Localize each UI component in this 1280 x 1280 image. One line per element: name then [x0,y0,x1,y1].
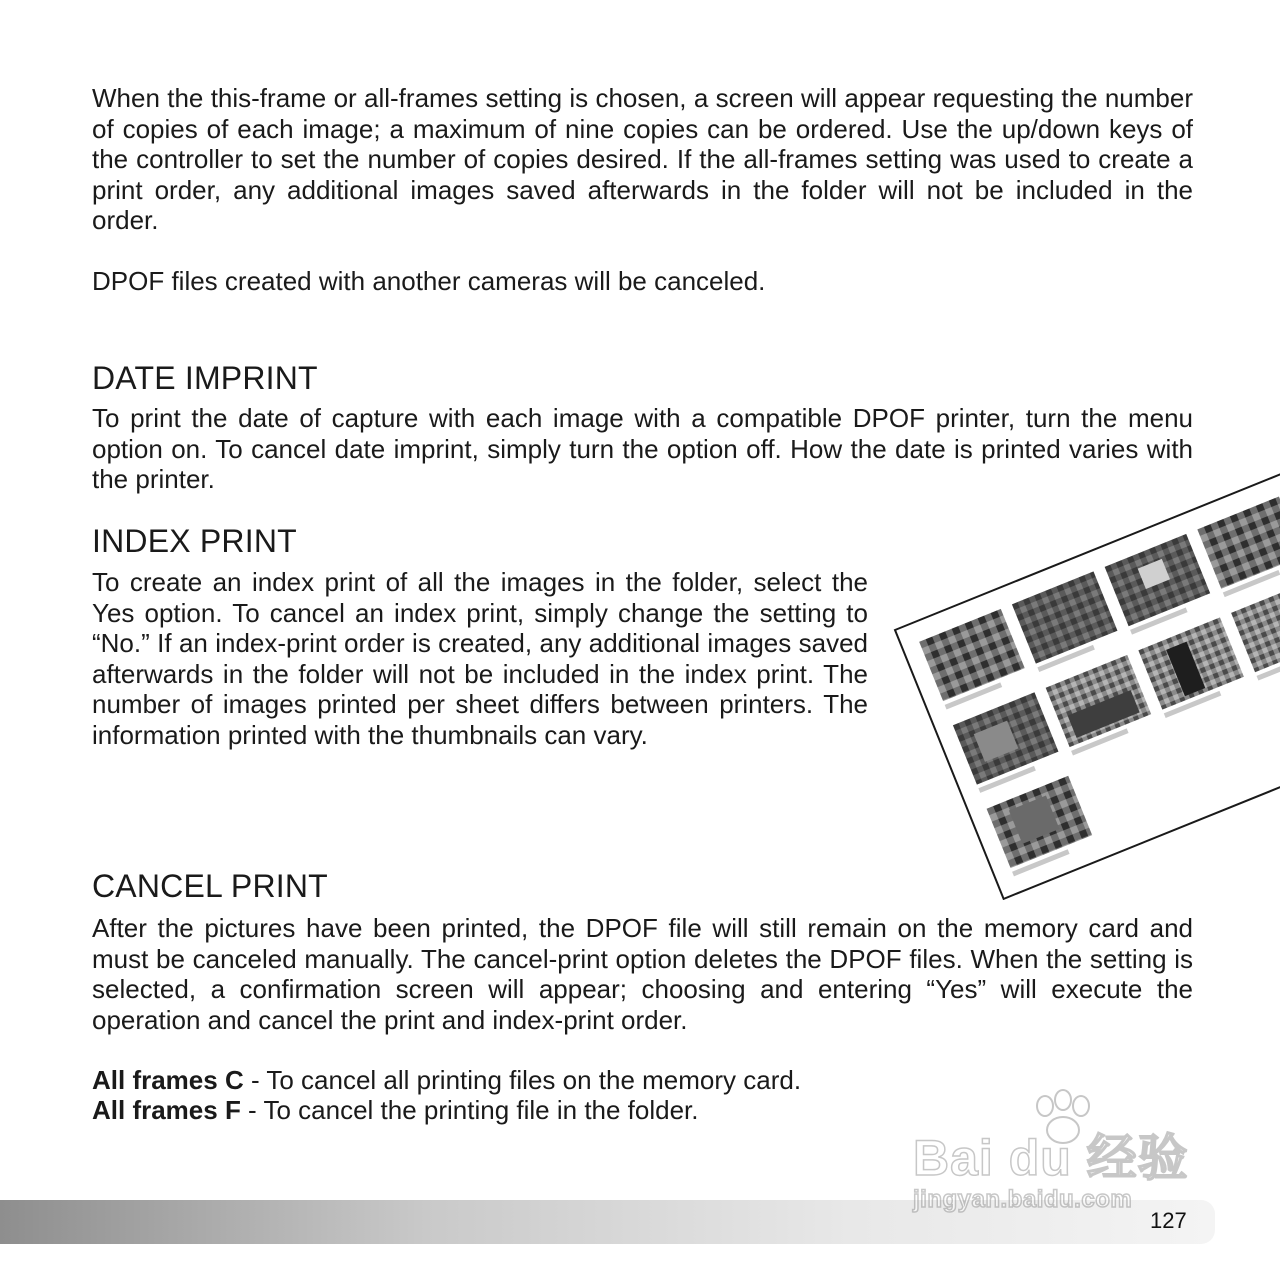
all-frames-c-option [92,1065,801,1095]
option-description: - To cancel the printing file in the folder. [240,1095,699,1125]
date-imprint-paragraph: To print the date of capture with each image with a compatible DPOF printer, turn the menu option on. To cancel date imprint, simply turn the option off. How the date is printed varies with the printer. [92,403,1193,494]
index-print-illustration [893,468,1280,900]
cancel-print-paragraph: After the pictures have been printed, the DPOF file will still remain on the memory card and must be canceled manually. The cancel-print option deletes the DPOF files. When the setting is selected, a confirmation screen will appear; choosing and entering “Yes” will execute the operation and cancel the print and index-print order. [92,913,1193,1035]
option-label: All frames C [92,1065,244,1095]
dpof-note: DPOF files created with another cameras will be canceled. [92,266,766,296]
watermark-url: jingyan.baidu.com [913,1186,1133,1213]
cancel-print-heading: CANCEL PRINT [92,868,328,904]
option-description: - To cancel all printing files on the memory card. [243,1065,802,1095]
index-print-paragraph: To create an index print of all the images in the folder, select the Yes option. To cancel an index print, simply change the setting to “No.” If an index-print order is created, any additional images saved afterwards in the folder will not be included in the index print. The number of images printed per sheet differs between printers. The information printed with the thumbnails can vary. [92,567,868,750]
all-frames-f-option [92,1095,699,1125]
index-print-heading: INDEX PRINT [92,523,297,559]
baidu-watermark [905,1088,1205,1228]
date-imprint-heading: DATE IMPRINT [92,360,318,396]
intro-paragraph: When the this-frame or all-frames setting is chosen, a screen will appear requesting the number of copies of each image; a maximum of nine copies can be ordered. Use the up/down keys of the controller to set the number of copies desired. If the all-frames setting was used to create a print order, any additional images saved afterwards in the folder will not be included in the order. [92,83,1193,235]
option-label: All frames F [92,1095,241,1125]
page-number: 127 [1150,1208,1187,1233]
watermark-brand: Bai du 经验 [913,1130,1189,1186]
